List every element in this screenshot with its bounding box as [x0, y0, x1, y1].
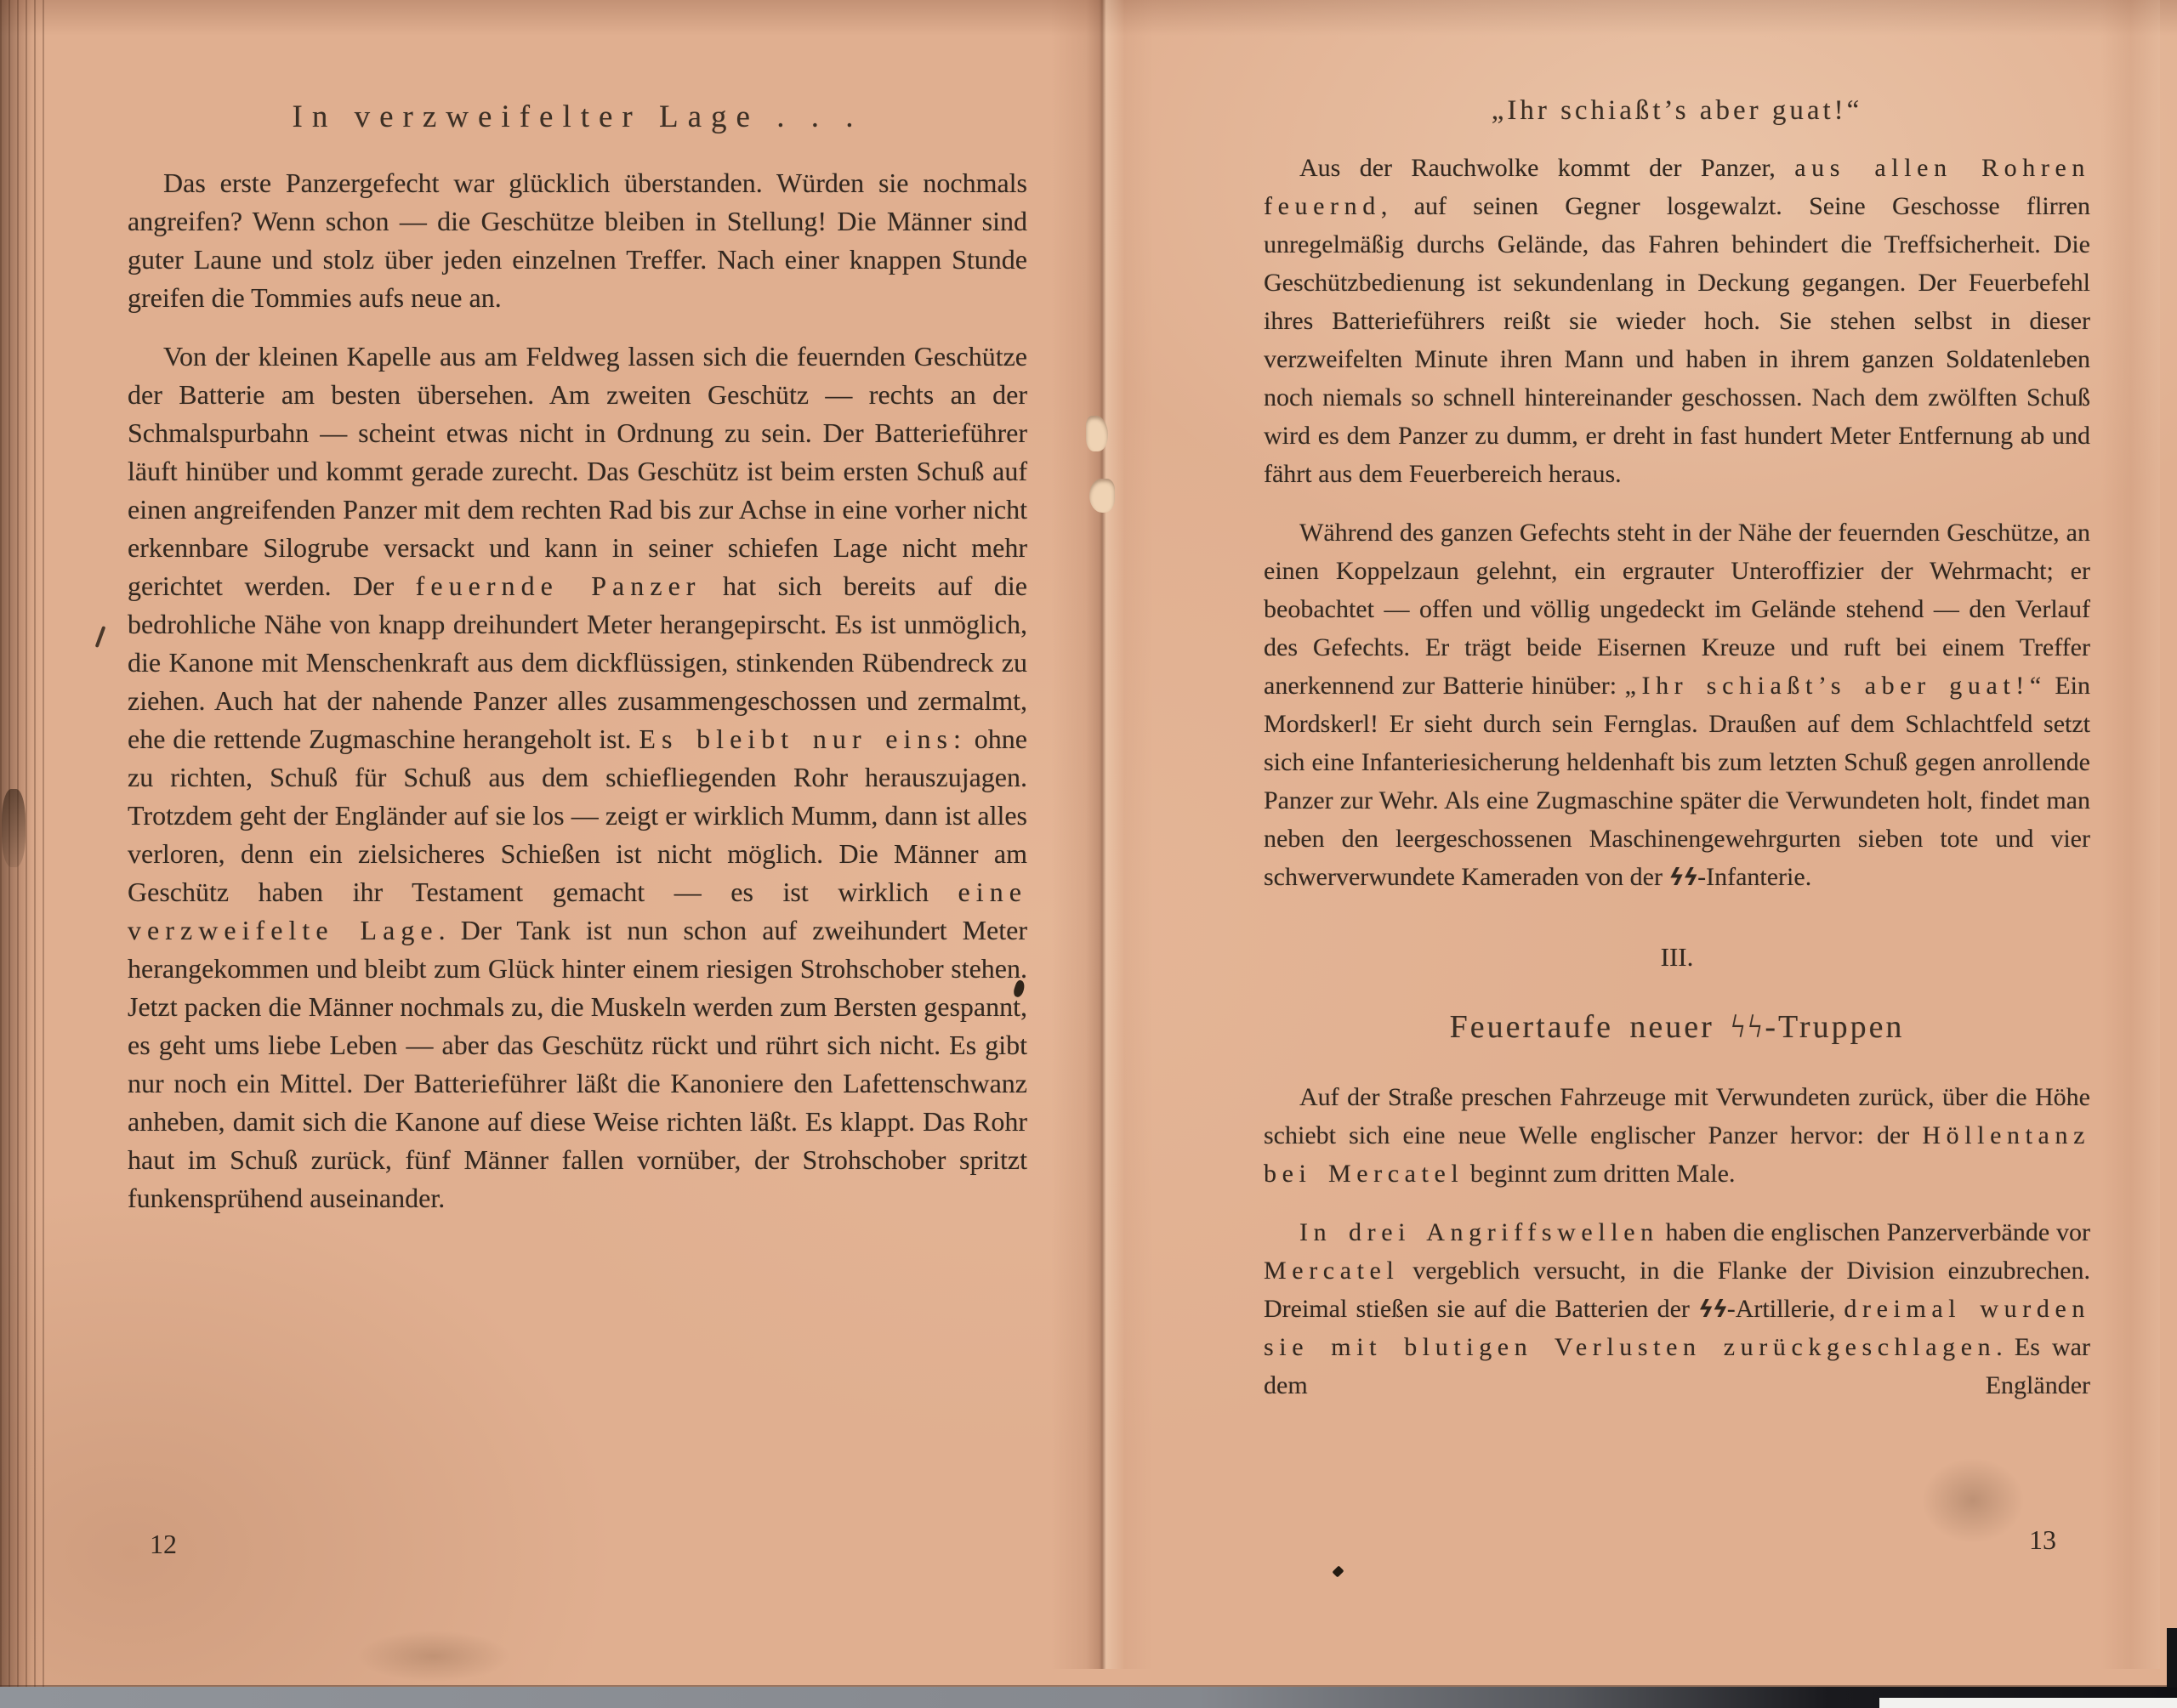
ink-speck — [1332, 1565, 1344, 1577]
text-run: , auf seinen Gegner losgewalzt. Seine Geschosse flirren unregelmäßig durchs Gelände, das Fahren behindert die Treffsicherheit. Die Geschützbedienung ist sekundenlang in Deckung gegangen. Der Feuerbefehl ihres Batterieführers reißt sie wieder hoch. Sie stehen selbst in dieser verzweifelten Minute ihren Mann und haben in ihrem ganzen Soldatenleben noch niemals so schnell hintereinander geschossen. Nach dem zwölften Schuß wird es dem Panzer zu dumm, er dreht in fast hundert Meter Entfernung ab und fährt aus dem Feuerbereich heraus. — [1264, 192, 2090, 488]
text-run: Auf der Straße preschen Fahrzeuge mit Verwundeten zurück, über die Höhe schiebt sich eine neue Welle englischer Panzer hervor: der — [1264, 1083, 2090, 1149]
scan-corner-shadow — [2167, 1628, 2177, 1688]
left-page-heading: In verzweifelter Lage . . . — [292, 99, 863, 134]
paper-warp-shadow — [2100, 0, 2160, 1669]
text-run: Während des ganzen Gefechts steht in der Nähe der feuernden Geschütze, an einen Koppelzaun gelehnt, ein ergrauter Unteroffizier der Wehrmacht; er beobachtet — offen und völlig ungedeckt im Gelände stehend — den Verlauf des Gefechts. Er trägt beide Eisernen Kreuze und ruft bei einem Treffer anerkennend zur Batterie hinüber: — [1264, 519, 2090, 700]
paragraph — [128, 164, 1027, 317]
edge-blot — [2, 789, 26, 867]
letter-spaced-run: Es bleibt nur eins: — [639, 723, 967, 754]
scanner-bed-white — [1879, 1698, 2177, 1708]
letter-spaced-run: dreimal wurden sie mit blutigen Verlusten zurückgeschlagen — [1264, 1295, 2090, 1361]
ink-smudge — [1922, 1458, 2024, 1543]
text-run: Aus der Rauchwolke kommt der Panzer, — [1299, 154, 1795, 182]
paragraph — [1264, 514, 2090, 896]
paper-tear — [1089, 479, 1115, 513]
letter-spaced-run: Höllentanz bei Mercatel — [1264, 1121, 2090, 1188]
right-page-number: 13 — [2029, 1524, 2056, 1555]
page-gutter-crease — [1051, 0, 1153, 1669]
section-number: III. — [1660, 942, 1694, 972]
letter-spaced-run: Mercatel — [1264, 1257, 1400, 1285]
paragraph — [1264, 1078, 2090, 1193]
text-run: -Infanterie. — [1697, 863, 1812, 891]
right-page-heading: „Ihr schiaßt’s aber guat!“ — [1491, 95, 1863, 126]
letter-spaced-run: eine verzweifelte Lage — [128, 877, 1027, 945]
text-run: hat sich bereits auf die bedrohliche Nähe von knapp dreihundert Meter herangepirscht. Es ist unmöglich, die Kanone mit Menschenkraft aus dem dickflüssigen, stinkenden Rübendreck zu ziehen. Auch hat der nahende Panzer alles zusammengeschossen und zermalmt, ehe die rettende Zugmaschine herangeholt ist. — [128, 570, 1028, 754]
paragraph — [128, 338, 1027, 1217]
text-run: ohne zu richten, Schuß für Schuß aus dem schiefliegenden Rohr herauszujagen. Trotzdem geht der Engländer auf sie los — zeigt er wirklich Mumm, dann ist alles verloren, denn ein zielsicheres Schießen ist nicht möglich. Die Männer am Geschütz haben ihr Testament gemacht — es ist wirklich — [128, 723, 1027, 907]
paragraph — [1264, 1213, 2090, 1404]
page-left — [128, 99, 1027, 1217]
text-run: Von der kleinen Kapelle aus am Feldweg lassen sich die feuernden Geschütze der Batterie am besten übersehen. Am zweiten Geschütz — rechts an der Schmalspurbahn — scheint etwas nicht in Ordnung zu sein. Der Batterieführer läuft hinüber und kommt gerade zurecht. Das Geschütz ist beim ersten Schuß auf einen angreifenden Panzer mit dem rechten Rad bis zur Achse in eine vorher nicht erkennbare Silogrube versackt und kann in seiner schiefen Lage nicht mehr gerichtet werden. Der — [128, 341, 1027, 601]
paper-stain — [357, 1631, 510, 1682]
left-page-body — [128, 164, 1027, 1217]
letter-spaced-run: „Ihr schiaßt’s aber guat!“ — [1624, 672, 2047, 700]
left-page-number: 12 — [150, 1529, 177, 1559]
paragraph — [1264, 149, 2090, 493]
section-heading: Feuertaufe neuer ϟϟ-Truppen — [1449, 1009, 1905, 1045]
text-run: vergeblich versucht, in die Flanke der Division einzubrechen. Dreimal stießen sie auf die Batterien der — [1264, 1257, 2090, 1323]
right-page-body-top — [1264, 149, 2090, 896]
text-run: beginnt zum dritten Male. — [1464, 1160, 1736, 1188]
page-right — [1264, 95, 2090, 1404]
letter-spaced-run: aus allen Rohren feuernd — [1264, 154, 2090, 220]
margin-mark — [95, 626, 106, 648]
text-run: haben die englischen Panzerverbände vor — [1658, 1218, 2091, 1246]
text-run: . Es war dem Engländer — [1264, 1333, 2090, 1399]
letter-spaced-run: feuernde Panzer — [415, 570, 702, 601]
scanner-bed — [0, 1687, 2177, 1708]
ss-runes-glyph: ϟϟ — [1698, 1295, 1727, 1323]
text-run: Das erste Panzergefecht war glücklich überstanden. Würden sie nochmals angreifen? Wenn schon — die Geschütze bleiben in Stellung! Die Männer sind guter Laune und stolz über jeden einzelnen Treffer. Nach einer knappen Stunde greifen die Tommies aufs neue an. — [128, 167, 1027, 313]
text-run: Ein Mordskerl! Er sieht durch sein Fernglas. Draußen auf dem Schlachtfeld setzt sich eine Infanteriesicherung heldenhaft bis zum letzten Schuß gegen anrollende Panzer zur Wehr. Als eine Zugmaschine später die Verwundeten holt, findet man neben den leergeschossenen Maschinengewehrgurten sieben tote und vier schwerverwundete Kameraden von der — [1264, 672, 2090, 891]
right-page-body-bottom — [1264, 1078, 2090, 1404]
ss-runes-glyph: ϟϟ — [1668, 863, 1698, 891]
text-run: . Der Tank ist nun schon auf zweihundert Meter herangekommen und bleibt zum Glück hinter einem riesigen Strohschober stehen. Jetzt packen die Männer nochmals zu, die Muskeln werden zum Bersten gespannt, es geht ums liebe Leben — aber das Geschütz rückt und rührt sich nicht. Es gibt nur noch ein Mittel. Der Batterieführer läßt die Kanoniere den Lafettenschwanz anheben, damit sich die Kanone auf diese Weise richten läßt. Es klappt. Das Rohr haut im Schuß zurück, fünf Männer fallen vornüber, der Strohschober spritzt funkensprühend auseinander. — [128, 915, 1027, 1213]
paper-tear — [1086, 416, 1108, 451]
letter-spaced-run: In drei Angriffswellen — [1299, 1218, 1659, 1246]
text-run: -Artillerie, — [1726, 1295, 1844, 1323]
